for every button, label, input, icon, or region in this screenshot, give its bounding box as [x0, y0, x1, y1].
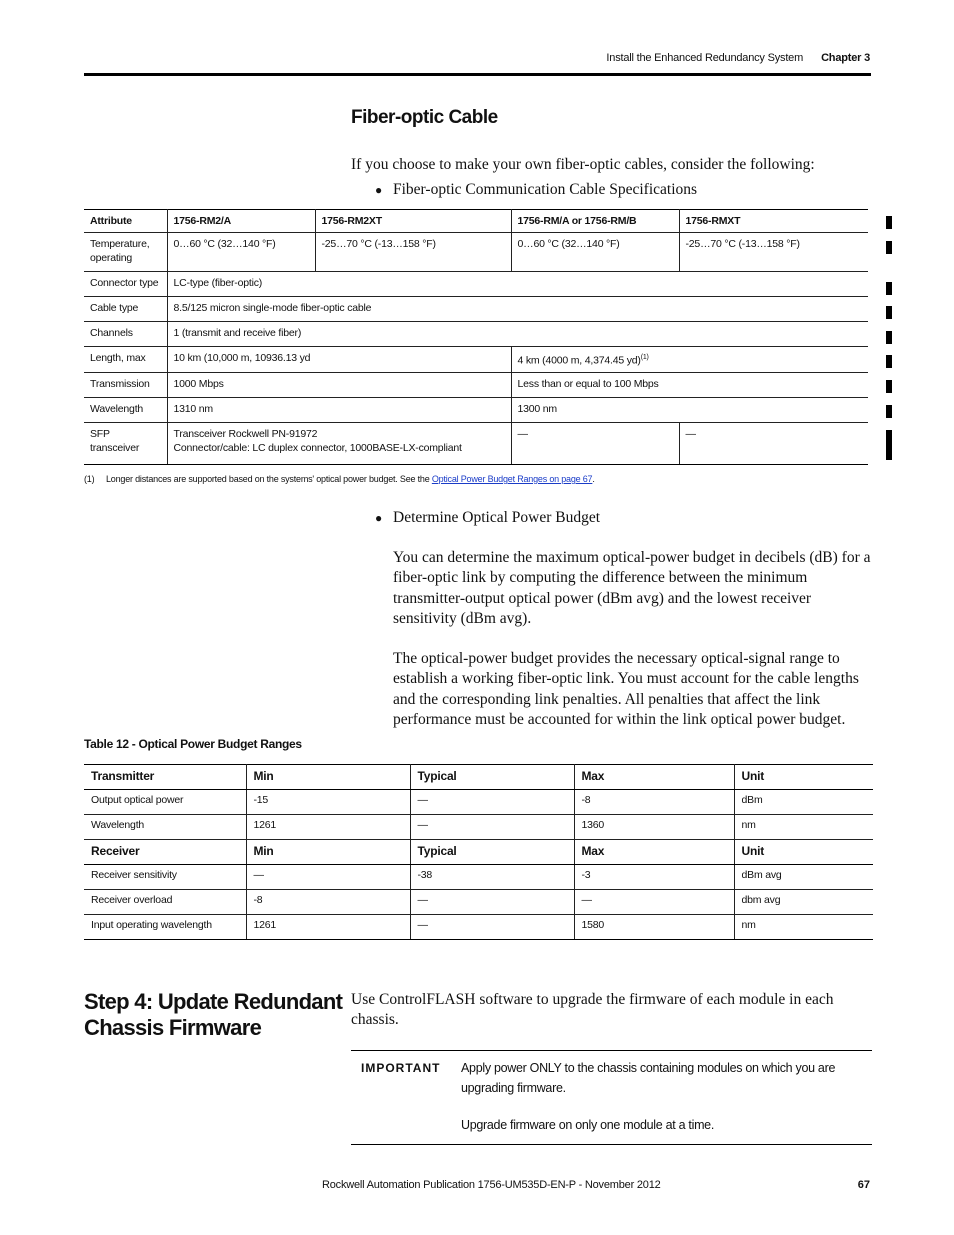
table-row [84, 272, 868, 297]
col-header: 1756-RMXT [679, 210, 868, 233]
cell: — [410, 815, 574, 840]
cell: Temperature, operating [84, 233, 167, 272]
cell-line: Transceiver Rockwell PN-91972 [173, 427, 318, 440]
cell: -8 [246, 890, 410, 915]
cell: -3 [574, 865, 734, 890]
table-caption: Table 12 - Optical Power Budget Ranges [84, 737, 302, 751]
cell: — [679, 422, 868, 464]
cell: nm [734, 915, 873, 940]
cell: -25…70 °C (-13…158 °F) [679, 233, 868, 272]
cell: 8.5/125 micron single-mode fiber-optic cable [167, 297, 868, 322]
important-text-2: Upgrade firmware on only one module at a time. [461, 1118, 715, 1132]
col-header: Max [574, 765, 734, 790]
bullet-dot: ● [375, 511, 383, 525]
col-header: Unit [734, 840, 873, 865]
table-row [84, 347, 868, 373]
cell: -8 [574, 790, 734, 815]
cell [167, 422, 511, 464]
col-header: Min [246, 840, 410, 865]
cell: 1580 [574, 915, 734, 940]
receiver-header-row [84, 840, 873, 865]
cell: Wavelength [84, 815, 246, 840]
footnote-text [106, 474, 595, 484]
col-header: Min [246, 765, 410, 790]
cell: dBm avg [734, 865, 873, 890]
table-row [84, 815, 873, 840]
cell: — [410, 915, 574, 940]
change-bar [886, 216, 892, 229]
header-chapter: Chapter 3 [821, 52, 870, 64]
section-title-step4: Step 4: Update Redundant Chassis Firmware [84, 989, 343, 1040]
important-box [351, 1050, 872, 1145]
cell: Wavelength [84, 397, 167, 422]
transmitter-header-row [84, 765, 873, 790]
col-header: 1756-RM/A or 1756-RM/B [511, 210, 679, 233]
table-row [84, 422, 868, 464]
table-row [84, 372, 868, 397]
page-number: 67 [857, 1179, 870, 1191]
change-bar [886, 306, 892, 319]
col-header: Typical [410, 765, 574, 790]
cell: 1300 nm [511, 397, 868, 422]
cell-text: 4 km (4000 m, 4,374.45 yd) [517, 354, 641, 367]
running-header [606, 52, 870, 64]
cell: nm [734, 815, 873, 840]
cell: Less than or equal to 100 Mbps [511, 372, 868, 397]
cell: — [410, 890, 574, 915]
cell: -38 [410, 865, 574, 890]
col-header: Attribute [84, 210, 167, 233]
change-bar [886, 282, 892, 295]
bullet-dot: ● [375, 183, 383, 197]
spec-table [84, 209, 868, 465]
cell: Output optical power [84, 790, 246, 815]
footnote-end: . [592, 474, 595, 484]
footnote-body: Longer distances are supported based on the systems' optical power budget. See the [106, 474, 432, 484]
table-row [84, 790, 873, 815]
bullet-specs-text: Fiber-optic Communication Cable Specifications [393, 181, 698, 198]
table-row [84, 865, 873, 890]
cell: Receiver overload [84, 890, 246, 915]
cell: Connector type [84, 272, 167, 297]
section-title-fiber: Fiber-optic Cable [351, 107, 498, 128]
cell: dbm avg [734, 890, 873, 915]
important-label: IMPORTANT [361, 1061, 441, 1075]
spec-header-row [84, 210, 868, 233]
table-row [84, 397, 868, 422]
cell: 0…60 °C (32…140 °F) [167, 233, 315, 272]
table-row [84, 322, 868, 347]
cell: 1 (transmit and receive fiber) [167, 322, 868, 347]
power-budget-table [84, 764, 873, 940]
change-bar [886, 380, 892, 393]
cell: — [574, 890, 734, 915]
col-header: 1756-RM2XT [315, 210, 511, 233]
col-header: Unit [734, 765, 873, 790]
col-header: Receiver [84, 840, 246, 865]
change-bar [886, 355, 892, 368]
cell: SFP transceiver [84, 422, 167, 464]
budget-para-1: You can determine the maximum optical-power budget in decibels (dB) for a fiber-optic link by computing the difference between the minimum transmitter-output optical power (dBm avg) and the lowest receiver sensitivity (dBm avg). [393, 549, 871, 627]
fiber-intro: If you choose to make your own fiber-optic cables, consider the following: [351, 156, 815, 173]
cell: — [246, 865, 410, 890]
footnote-ref: (1) [640, 354, 649, 361]
important-text: Apply power ONLY to the chassis containing modules on which you are upgrading firmware. [461, 1061, 836, 1095]
cell: Channels [84, 322, 167, 347]
cell: 1261 [246, 915, 410, 940]
cell: -15 [246, 790, 410, 815]
table-row [84, 297, 868, 322]
cell: -25…70 °C (-13…158 °F) [315, 233, 511, 272]
change-bar [886, 405, 892, 418]
cell: 10 km (10,000 m, 10936.13 yd [167, 347, 511, 373]
cell: 1360 [574, 815, 734, 840]
header-section: Install the Enhanced Redundancy System [606, 52, 804, 64]
cell: Length, max [84, 347, 167, 373]
publication-footer: Rockwell Automation Publication 1756-UM535D-EN-P - November 2012 [322, 1179, 661, 1191]
cell: dBm [734, 790, 873, 815]
cell: Receiver sensitivity [84, 865, 246, 890]
col-header: Max [574, 840, 734, 865]
footnote-link[interactable]: Optical Power Budget Ranges on page 67 [431, 474, 593, 484]
change-bar [886, 241, 892, 254]
cell: — [511, 422, 679, 464]
change-bar [886, 430, 892, 460]
col-header: Transmitter [84, 765, 246, 790]
bullet-budget-text: Determine Optical Power Budget [393, 509, 601, 526]
table-row [84, 915, 873, 940]
cell: 0…60 °C (32…140 °F) [511, 233, 679, 272]
budget-para-2: The optical-power budget provides the necessary optical-signal range to establish a working fiber-optic link. You must account for the cable lengths and the corresponding link penalties. All penalties that affect the link performance must be accounted for within the link optical power budget. [393, 650, 859, 728]
cell: 1261 [246, 815, 410, 840]
cell: Input operating wavelength [84, 915, 246, 940]
col-header: Typical [410, 840, 574, 865]
cell: LC-type (fiber-optic) [167, 272, 868, 297]
cell: Cable type [84, 297, 167, 322]
header-rule [84, 73, 871, 76]
cell: Transmission [84, 372, 167, 397]
footnote-number: (1) [84, 474, 95, 484]
table-row [84, 233, 868, 272]
change-bar [886, 331, 892, 344]
cell: — [410, 790, 574, 815]
cell [511, 347, 868, 373]
step4-text: Use ControlFLASH software to upgrade the firmware of each module in each chassis. [351, 991, 834, 1029]
col-header: 1756-RM2/A [167, 210, 315, 233]
cell: 1310 nm [167, 397, 511, 422]
table-row [84, 890, 873, 915]
cell: 1000 Mbps [167, 372, 511, 397]
cell-line: Connector/cable: LC duplex connector, 1000BASE-LX-compliant [173, 441, 462, 454]
